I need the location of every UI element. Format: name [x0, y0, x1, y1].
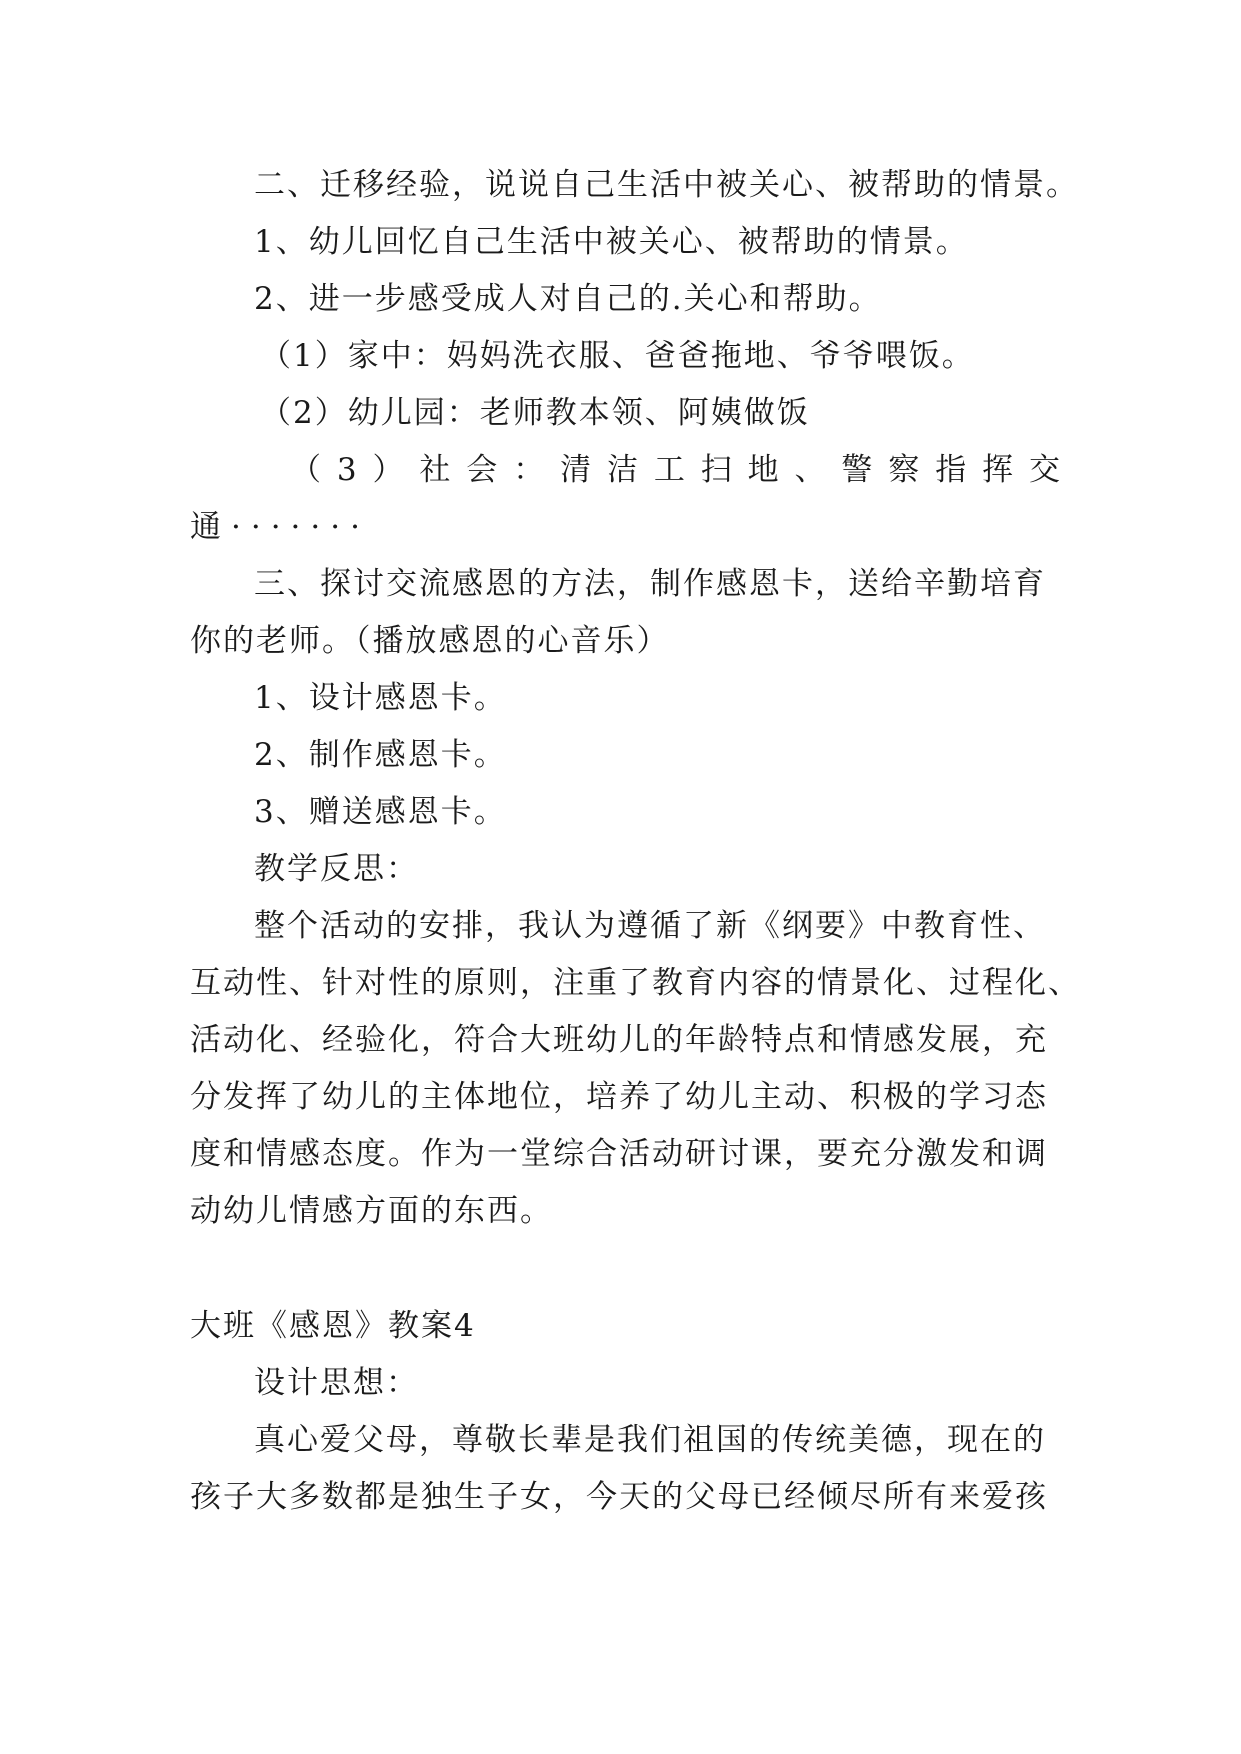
paragraph-line: 真心爱父母，尊敬长辈是我们祖国的传统美德，现在的	[254, 1422, 1046, 1458]
char: 会	[466, 452, 498, 488]
paragraph-line: 动幼儿情感方面的东西。	[190, 1193, 553, 1229]
section-three-heading: 三、探讨交流感恩的方法，制作感恩卡，送给辛勤培育	[254, 566, 1046, 602]
char: ：	[513, 452, 545, 488]
list-item: （1）家中：妈妈洗衣服、爸爸拖地、爷爷喂饭。	[260, 338, 975, 374]
section-two-heading: 二、迁移经验，说说自己生活中被关心、被帮助的情景。	[254, 167, 1079, 203]
list-item-continuation: 通·······	[190, 509, 370, 545]
justified-line	[290, 450, 1060, 490]
list-item: 1、幼儿回忆自己生活中被关心、被帮助的情景。	[254, 224, 969, 260]
design-heading: 设计思想：	[254, 1365, 419, 1401]
char: 清	[560, 452, 592, 488]
lesson-title: 大班《感恩》教案4	[190, 1308, 476, 1344]
char: 工	[653, 452, 685, 488]
char: 扫	[700, 452, 732, 488]
list-item: （2）幼儿园：老师教本领、阿姨做饭	[260, 395, 810, 431]
paragraph-line: 活动化、经验化，符合大班幼儿的年龄特点和情感发展，充	[190, 1022, 1048, 1058]
paragraph-line: 你的老师。（播放感恩的心音乐）	[190, 623, 670, 659]
char: 3	[336, 452, 357, 488]
paragraph-line: 分发挥了幼儿的主体地位，培养了幼儿主动、积极的学习态	[190, 1079, 1048, 1115]
char: 察	[888, 452, 920, 488]
paragraph-line: 互动性、针对性的原则，注重了教育内容的情景化、过程化、	[190, 965, 1081, 1001]
list-item: 2、制作感恩卡。	[254, 737, 507, 773]
char: ）	[372, 452, 404, 488]
char: 指	[935, 452, 967, 488]
list-item: 1、设计感恩卡。	[254, 680, 507, 716]
paragraph-line: 整个活动的安排，我认为遵循了新《纲要》中教育性、	[254, 908, 1046, 944]
char: 、	[794, 452, 826, 488]
char: 洁	[606, 452, 638, 488]
list-item: 3、赠送感恩卡。	[254, 794, 507, 830]
paragraph-line: 孩子大多数都是独生子女，今天的父母已经倾尽所有来爱孩	[190, 1479, 1048, 1515]
char: 社	[419, 452, 451, 488]
paragraph-line: 度和情感态度。作为一堂综合活动研讨课，要充分激发和调	[190, 1136, 1048, 1172]
char: （	[290, 452, 321, 488]
char: 挥	[982, 452, 1014, 488]
char: 交	[1028, 452, 1060, 488]
char: 地	[747, 452, 779, 488]
reflection-heading: 教学反思：	[254, 851, 419, 887]
char: 警	[841, 452, 873, 488]
list-item: 2、进一步感受成人对自己的.关心和帮助。	[254, 281, 882, 317]
